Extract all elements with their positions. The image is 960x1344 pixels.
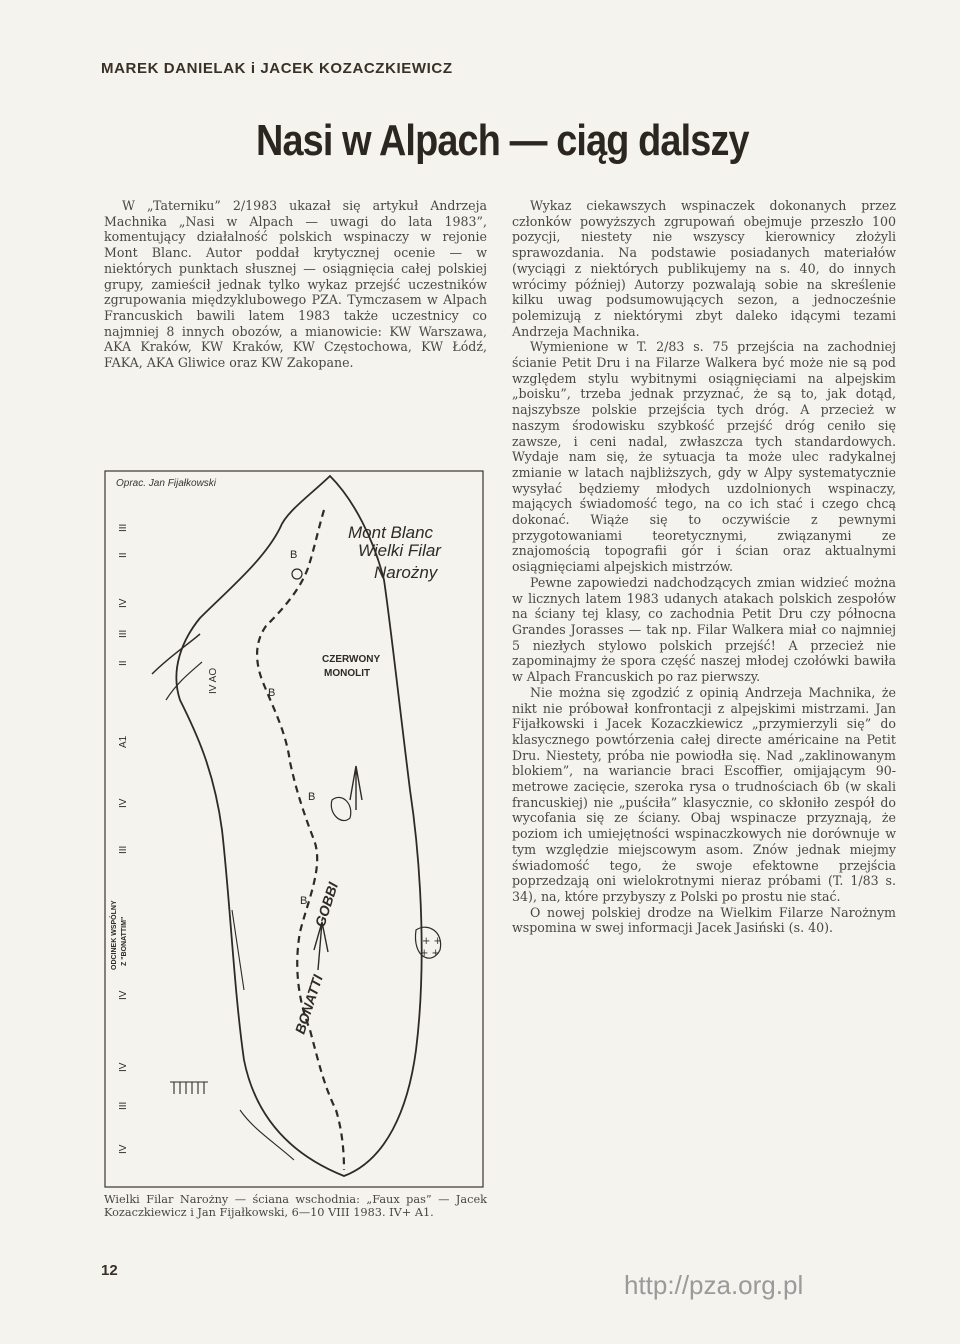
left-column	[104, 198, 487, 371]
route-diagram	[104, 470, 486, 1190]
grade-label: III	[118, 629, 129, 638]
right-column	[512, 198, 896, 936]
grade-label: IV	[118, 990, 129, 1000]
figure-caption: Wielki Filar Narożny — ściana wschodnia: „Faux pas” — Jacek Kozaczkiewicz i Jan Fijałkowski, 6—10 VIII 1983. IV+ A1.	[104, 1193, 487, 1219]
peak-label-mont-blanc: Mont Blanc	[348, 523, 434, 542]
article-title: Nasi w Alpach — ciąg dalszy	[256, 116, 749, 165]
route-line	[257, 510, 344, 1170]
route-name-gobbi: GOBBI	[311, 880, 342, 929]
route-name-bonatti: BONATTI	[291, 972, 326, 1036]
grade-label: IV AO	[208, 667, 219, 694]
monolith-label: CZERWONY	[322, 654, 381, 665]
grade-label: II	[118, 660, 129, 666]
peak-label-narozny: Narożny	[374, 563, 438, 582]
monolith-label: MONOLIT	[324, 668, 371, 679]
grade-label: III	[118, 845, 129, 854]
bivouac-mark: B	[290, 549, 298, 561]
shared-section-note: ODCINEK WSPÓLNY	[111, 900, 118, 970]
paragraph: Wymienione w T. 2/83 s. 75 przejścia na zachodniej ścianie Petit Dru i na Filarze Walkera być może nie są pod względem stylu wybitnymi osiągnięciami na alpejskim „boisku”, trzeba jednak przyznać, że są to, jak dotąd, najszybsze polskie przejścia tych dróg. A przecież w naszym środowisku szybkość przejść dróg ceniło się zawsze, i ceni nadal, zwłaszcza tych standardowych. Wydaje nam się, że sytuacja ta może ulec radykalnej zmianie w latach najbliższych, gdy w Alpy systematycznie wysyłać będziemy młodych uzdolnionych wspinaczy, mających świadomość tego, na co ich stać i czego chcą dokonać. Wiąże się to oczywiście z pewnymi przygotowaniami teoretycznymi, związanymi ze znajomością topografii gór i ścian oraz aktualnymi osiągnięciami alpejskich mistrzów.	[512, 339, 896, 575]
route-arrow	[350, 766, 362, 810]
grade-label: IV	[118, 598, 129, 608]
paragraph: Wykaz ciekawszych wspinaczek dokonanych przez członków powyższych zgrupowań obejmuje przeszło 100 pozycji, niestety nie wszyscy kierownicy złożyli sprawozdania. Na podstawie posiadanych materiałów (wyciągi z niektórych publikujemy na s. 40, do innych wrócimy później) Autorzy pozwalają sobie na skreślenie kilku uwag podsumowujących sezon, a jednocześnie polemizują z niektórymi zbyt daleko idącymi tezami Andrzeja Machnika.	[512, 198, 896, 339]
source-url[interactable]: http://pza.org.pl	[624, 1270, 804, 1300]
paragraph: Nie można się zgodzić z opinią Andrzeja Machnika, że nikt nie próbował konfrontacji z alpejskimi mistrzami. Jan Fijałkowski i Jacek Kozaczkiewicz „przymierzyli się” do klasycznego powtórzenia całej directe américaine na Petit Dru. Niestety, próba nie powiodła się. Nad „zaklinowanym blokiem”, na wariancie braci Escoffier, omijającym 90-metrowe zacięcie, szeroka rysa o trudnościach 6b (w skali francuskiej) nie „puściła” klasycznie, co skłoniło zespół do wycofania się ze ściany. Obaj wspinacze przyznają, że poziom ich umiejętności wspinaczkowych nie dorównuje w tym względzie miejscowym asom. Znów jednak miejmy świadomość tego, że swoje efektowne przejścia poprzedzają oni wielokrotnymi nieraz próbami (T. 1/83 s. 34), na, które przybyszy z Polski po prostu nie stać.	[512, 684, 896, 904]
snow-symbol: + +	[422, 936, 442, 947]
bivouac-mark: B	[308, 791, 316, 803]
bivouac-mark: B	[268, 687, 276, 699]
grade-label: IV	[118, 798, 129, 808]
page-number: 12	[101, 1262, 118, 1279]
grade-label: III	[118, 1101, 129, 1110]
grade-label: IV	[118, 1062, 129, 1072]
route-topo-svg	[104, 470, 486, 1190]
grade-label: IV	[118, 1144, 129, 1154]
left-ridge-2	[166, 662, 202, 700]
bivouac-mark: B	[300, 895, 308, 907]
diagram-credit: Oprac. Jan Fijałkowski	[116, 478, 217, 489]
grade-label: A1	[118, 735, 129, 748]
snow-patch	[331, 797, 350, 820]
shared-section-note: Z "BONATTIM"	[121, 916, 128, 966]
paragraph: W „Taterniku” 2/1983 ukazał się artykuł Andrzeja Machnika „Nasi w Alpach — uwagi do lata 1983”, komentujący działalność polskich wspinaczy w rejonie Mont Blanc. Autor poddał krytycznej ocenie — w niektórych punktach słusznej — osiągnięcia całej polskiej grupy, zamieścił jednak tylko wykaz przejść uczestników zgrupowania międzyklubowego PZA. Tymczasem w Alpach Francuskich bawili latem 1983 także uczestnicy co najmniej 8 innych obozów, a mianowicie: KW Warszawa, AKA Kraków, KW Kraków, KW Częstochowa, KW Łódź, FAKA, AKA Gliwice oraz KW Zakopane.	[104, 198, 487, 371]
peak-label-wielki-filar: Wielki Filar	[358, 541, 441, 560]
paragraph: Pewne zapowiedzi nadchodzących zmian widzieć można w licznych latem 1983 udanych atakach polskich zespołów na ściany tej klasy, co zachodnia Petit Dru czy północna Grandes Jorasses — tak np. Filar Walkera miał co najmniej 5 niezłych stylowo polskich przejść! A przecież nie zapominajmy że spora część naszej młodej czołówki bawiła w Alpach Francuskich po raz pierwszy.	[512, 574, 896, 685]
left-ridge	[152, 634, 200, 674]
paragraph: O nowej polskiej drodze na Wielkim Filarze Narożnym wspomina w swej informacji Jacek Jasiński (s. 40).	[512, 904, 896, 936]
bivouac-circle	[292, 569, 302, 579]
snow-symbol: + +	[420, 948, 440, 959]
grade-label: III	[118, 523, 129, 532]
grade-label: II	[118, 552, 129, 558]
author-byline: MAREK DANIELAK i JACEK KOZACZKIEWICZ	[101, 60, 453, 77]
